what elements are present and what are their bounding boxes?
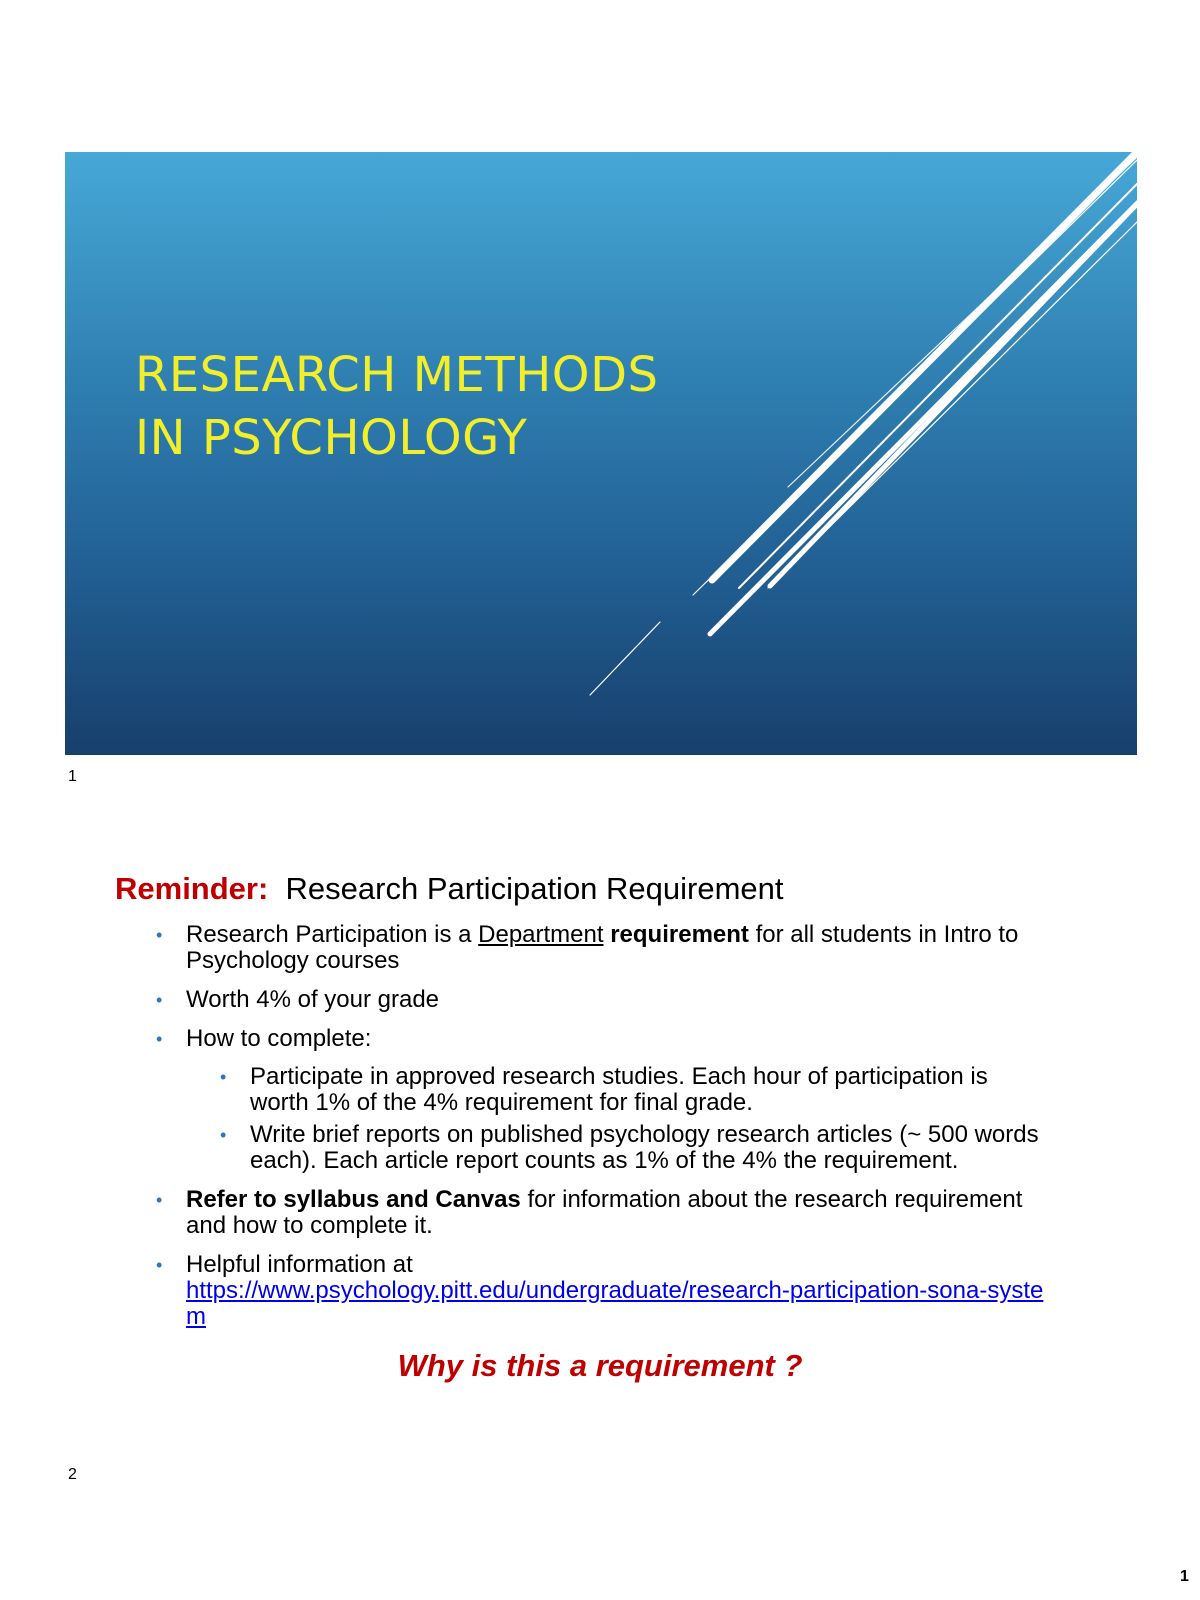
- research-participation-link[interactable]: https://www.psychology.pitt.edu/undergraduate/research-participation-sona-system: [186, 1277, 1044, 1330]
- title-line-2: IN PSYCHOLOGY: [135, 410, 528, 466]
- requirement-question: Why is this a requirement ?: [397, 1348, 803, 1383]
- bullet-text: for all students in Intro to Psychology courses: [186, 921, 1019, 974]
- sub-bullet-list: [186, 1064, 1046, 1174]
- bold-text: Refer to syllabus and Canvas: [186, 1186, 521, 1213]
- bullet-text: Research Participation is a: [186, 921, 479, 948]
- sub-list-item: • Participate in approved research studies. Each hour of participation is worth 1% of the 4% requirement for final grade.: [250, 1064, 1046, 1116]
- slide-heading: [100, 870, 1100, 908]
- page-number: 1: [1180, 1568, 1189, 1585]
- presentation-title: [135, 344, 659, 470]
- list-item: [186, 1252, 1046, 1330]
- list-item: • Worth 4% of your grade: [186, 987, 1046, 1013]
- reminder-slide: [100, 870, 1100, 1384]
- bullet-text: How to complete:: [186, 1025, 372, 1052]
- bullet-text: for information about the research requirement and how to complete it.: [186, 1186, 1023, 1239]
- title-line-1: RESEARCH METHODS: [135, 347, 659, 403]
- reminder-label: Reminder:: [115, 871, 269, 906]
- list-item: [186, 1187, 1046, 1239]
- bullet-text: Helpful information at: [186, 1251, 413, 1278]
- bold-text: requirement: [610, 921, 749, 948]
- list-item: [186, 1026, 1046, 1174]
- title-slide: [65, 152, 1137, 755]
- underlined-text: Department: [478, 921, 604, 948]
- slide-number-2: 2: [68, 1466, 77, 1483]
- requirement-bullet-list: [100, 922, 1046, 1330]
- list-item: [186, 922, 1046, 974]
- heading-text: Research Participation Requirement: [285, 871, 784, 906]
- sub-list-item: • Write brief reports on published psychology research articles (~ 500 words each). Each article report counts as 1% of the 4% the requirement.: [250, 1122, 1046, 1174]
- slide-number-1: 1: [68, 768, 77, 785]
